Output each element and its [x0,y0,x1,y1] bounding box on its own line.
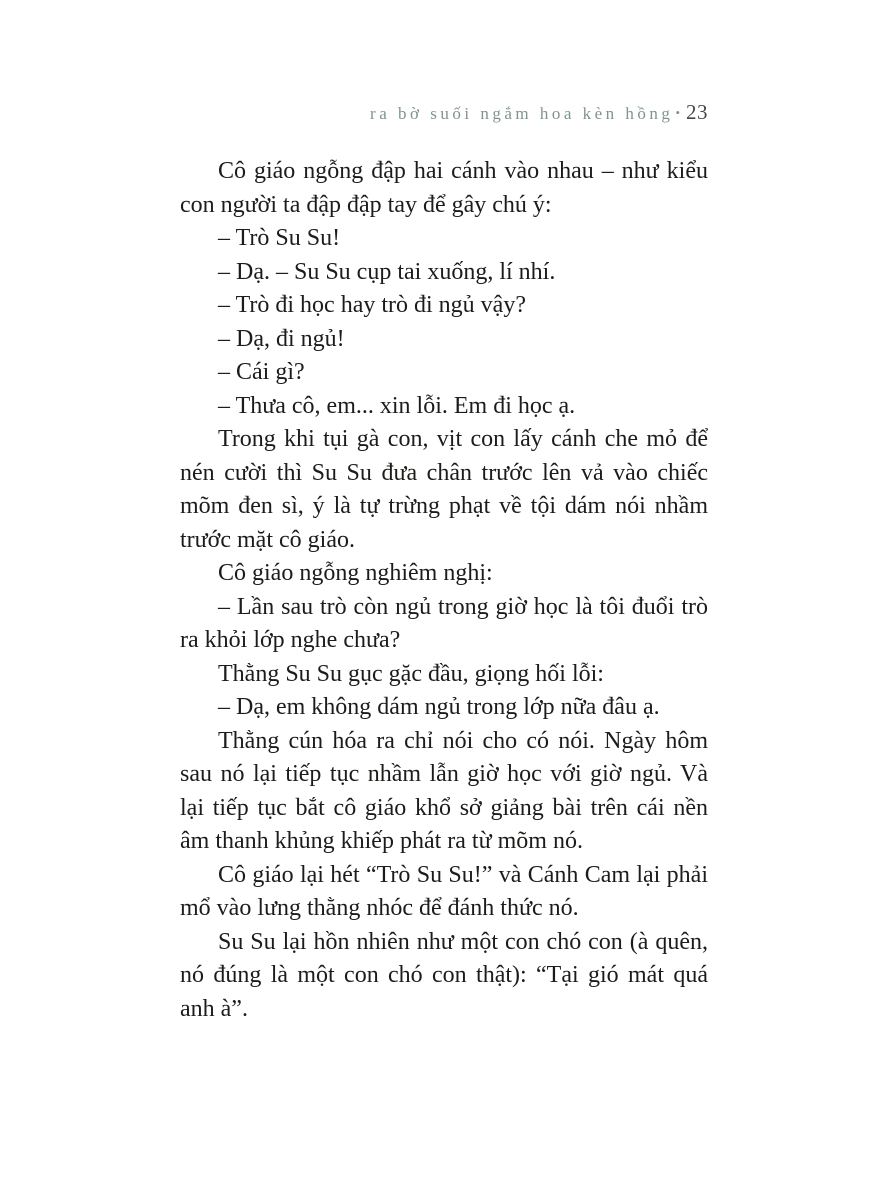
running-head [180,100,708,125]
paragraph: Cô giáo ngỗng nghiêm nghị: [218,560,493,586]
paragraph: Thằng Su Su gục gặc đầu, giọng hối lỗi: [218,660,604,687]
paragraph: – Dạ, đi ngủ! [218,325,345,352]
paragraph: – Trò đi học hay trò đi ngủ vậy? [218,292,526,318]
paragraph: Trong khi tụi gà con, vịt con lấy cánh che mỏ để nén cười thì Su Su đưa chân trước lên vả vào chiếc mõm đen sì, ý là tự trừng phạt về tội dám nói nhầm trước mặt cô giáo. [180,426,708,553]
paragraph: – Cái gì? [218,359,305,385]
separator-dot: • [675,105,680,120]
paragraph: Thằng cún hóa ra chỉ nói cho có nói. Ngày hôm sau nó lại tiếp tục nhầm lẫn giờ học với giờ ngủ. Và lại tiếp tục bắt cô giáo khổ sở giảng bài trên cái nền âm thanh khủng khiếp phát ra từ mõm nó. [180,727,708,854]
running-head-title: ra bờ suối ngắm hoa kèn hồng [370,104,674,123]
paragraph: Cô giáo lại hét “Trò Su Su!” và Cánh Cam lại phải mổ vào lưng thằng nhóc để đánh thức nó. [180,861,708,921]
page-body [180,155,708,1026]
paragraph: – Dạ, em không dám ngủ trong lớp nữa đâu ạ. [218,694,660,720]
page-number: 23 [686,100,708,124]
paragraph: – Lần sau trò còn ngủ trong giờ học là tôi đuổi trò ra khỏi lớp nghe chưa? [180,593,708,653]
paragraph: Cô giáo ngỗng đập hai cánh vào nhau – như kiểu con người ta đập đập tay để gây chú ý: [180,158,708,218]
paragraph: – Dạ. – Su Su cụp tai xuống, lí nhí. [218,258,556,285]
paragraph: – Thưa cô, em... xin lỗi. Em đi học ạ. [218,392,576,419]
paragraph: – Trò Su Su! [218,225,341,251]
paragraph: Su Su lại hồn nhiên như một con chó con (à quên, nó đúng là một con chó con thật): “Tại gió mát quá anh à”. [180,928,708,1022]
